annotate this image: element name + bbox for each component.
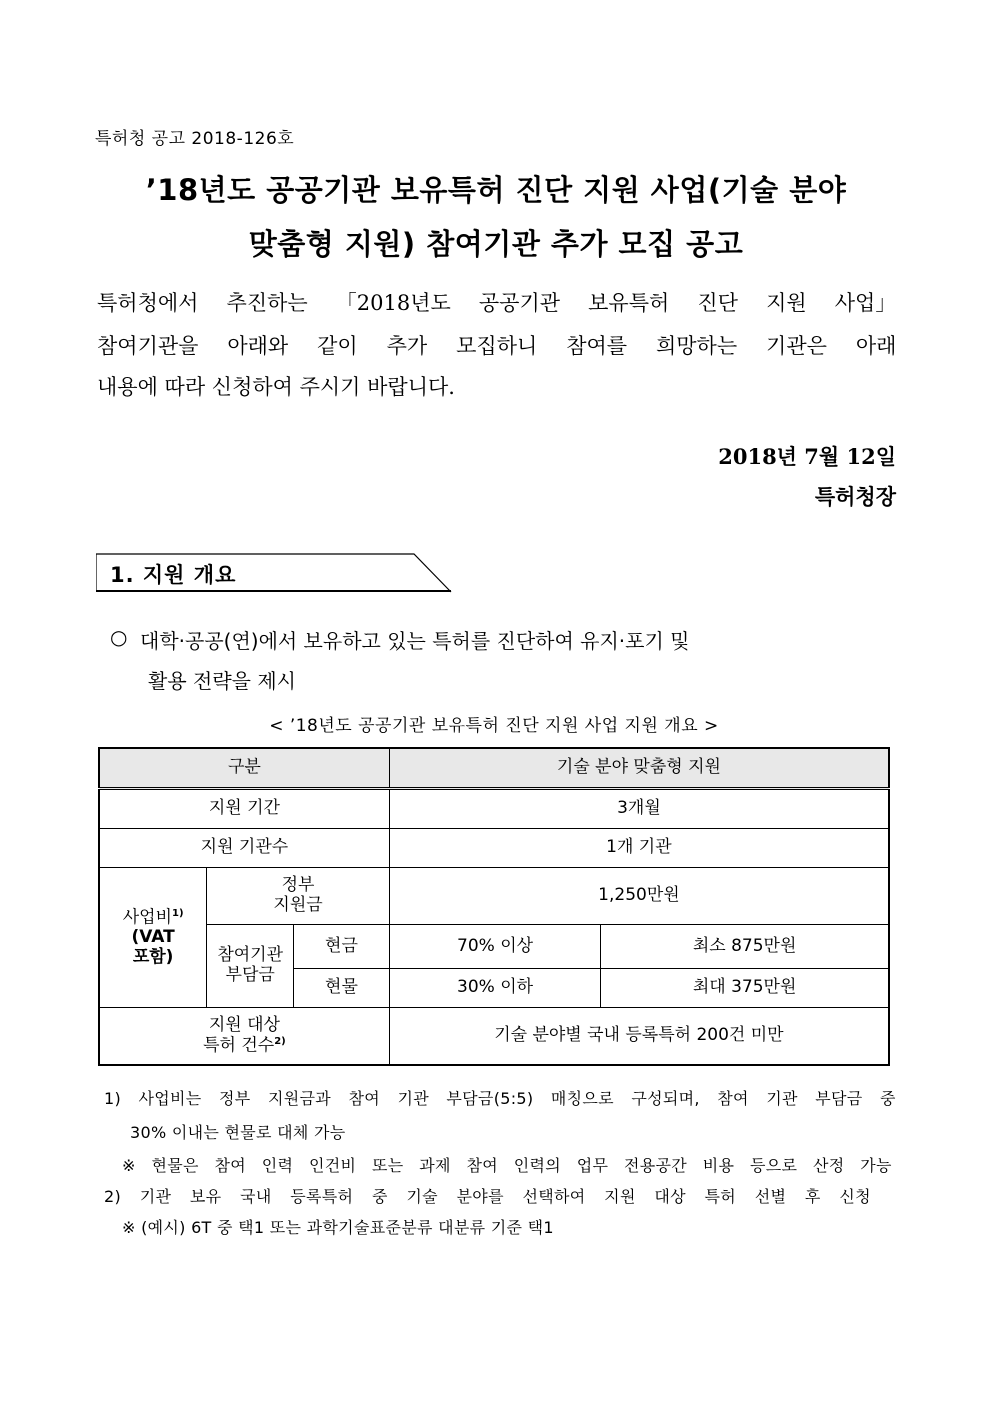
support-overview-table [98, 747, 890, 1066]
institutions-value: 1개 기관 [389, 829, 889, 868]
table-row [99, 829, 889, 868]
institution-share-label [207, 925, 294, 1008]
cash-ratio: 70% 이상 [389, 925, 600, 969]
document-title-line2: 맞춤형 지원) 참여기관 추가 모집 공고 [248, 227, 744, 261]
footnote-1-note [122, 1153, 892, 1176]
budget-label [99, 868, 207, 1008]
gov-grant-value: 1,250만원 [389, 868, 889, 925]
footnote-2 [104, 1184, 871, 1207]
intro-text-2: 참여기관을 아래와 같이 추가 모집하니 참여를 희망하는 기관은 아래 [97, 334, 897, 358]
budget-label-line3: 포함) [132, 946, 174, 967]
bullet-item [110, 625, 896, 654]
bullet-text-wrap [140, 625, 896, 654]
header-support-type: 기술 분야 맞춤형 지원 [389, 748, 889, 789]
target-footnote-mark: 2) [274, 1035, 286, 1047]
bullet-circle-icon: ○ [110, 625, 128, 649]
cash-label: 현금 [294, 925, 390, 969]
section-title: 1. 지원 개요 [110, 563, 237, 587]
target-label-line2-wrap [100, 1036, 389, 1056]
budget-label-line2: (VAT [131, 927, 175, 948]
footnote-1-note-text: ※ 현물은 참여 인력 인건비 또는 과제 참여 인력의 업무 전용공간 비용 등으로 산정 가능 [122, 1156, 892, 1175]
footnote-1 [104, 1086, 896, 1109]
table-row [99, 1008, 889, 1066]
footnote-2-text: 2) 기관 보유 국내 등록특허 중 기술 분야를 선택하여 지원 대상 특허 선별 후 신청 [104, 1187, 871, 1206]
in-kind-label: 현물 [294, 969, 390, 1008]
table-header-row [99, 748, 889, 789]
gov-grant-label-line2: 지원금 [273, 895, 323, 915]
target-label-line2: 특허 건수 [203, 1035, 275, 1056]
footnote-2-note: ※ (예시) 6T 중 택1 또는 과학기술표준분류 대분류 기준 택1 [122, 1218, 554, 1237]
footnote-1-continued: 30% 이내는 현물로 대체 가능 [130, 1123, 346, 1142]
target-patents-value: 기술 분야별 국내 등록특허 200건 미만 [389, 1008, 889, 1066]
budget-label-line1 [100, 908, 206, 928]
institutions-label: 지원 기관수 [99, 829, 389, 868]
institution-share-label-line2: 부담금 [225, 965, 275, 985]
target-label-line1: 지원 대상 [208, 1015, 280, 1036]
in-kind-amount: 최대 375만원 [601, 969, 889, 1008]
notice-number: 특허청 공고 2018-126호 [95, 129, 295, 149]
header-category: 구분 [99, 748, 389, 789]
gov-grant-label-line1: 정부 [281, 875, 315, 896]
institution-share-label-line1: 참여기관 [217, 945, 284, 966]
period-value: 3개월 [389, 789, 889, 829]
gov-grant-label [207, 868, 390, 925]
document-title-line1: ’18년도 공공기관 보유특허 진단 지원 사업(기술 분야 [145, 173, 847, 207]
target-patents-label [99, 1008, 389, 1066]
in-kind-ratio: 30% 이하 [389, 969, 600, 1008]
footnote-1-text: 1) 사업비는 정부 지원금과 참여 기관 부담금(5:5) 매칭으로 구성되며, 참여 기관 부담금 중 [104, 1089, 896, 1108]
section-heading [96, 553, 452, 593]
bullet-text-line1: 대학·공공(연)에서 보유하고 있는 특허를 진단하여 유지·포기 및 [140, 629, 690, 653]
table-caption: < ’18년도 공공기관 보유특허 진단 지원 사업 지원 개요 > [269, 716, 719, 736]
table-row [99, 789, 889, 829]
table-row [99, 925, 889, 969]
intro-line3: 내용에 따라 신청하여 주시기 바랍니다. [97, 375, 455, 399]
bullet-text-line2: 활용 전략을 제시 [148, 669, 296, 693]
table-row [99, 868, 889, 925]
cash-amount: 최소 875만원 [601, 925, 889, 969]
intro-text-1: 특허청에서 추진하는 「2018년도 공공기관 보유특허 진단 지원 사업」 [97, 291, 897, 315]
budget-footnote-mark: 1) [172, 907, 184, 919]
intro-line2 [97, 330, 896, 360]
notice-date: 2018년 7월 12일 [718, 444, 896, 469]
period-label: 지원 기간 [99, 789, 389, 829]
budget-label-text: 사업비 [122, 907, 173, 928]
signer: 특허청장 [814, 484, 896, 509]
intro-line1 [97, 287, 896, 317]
